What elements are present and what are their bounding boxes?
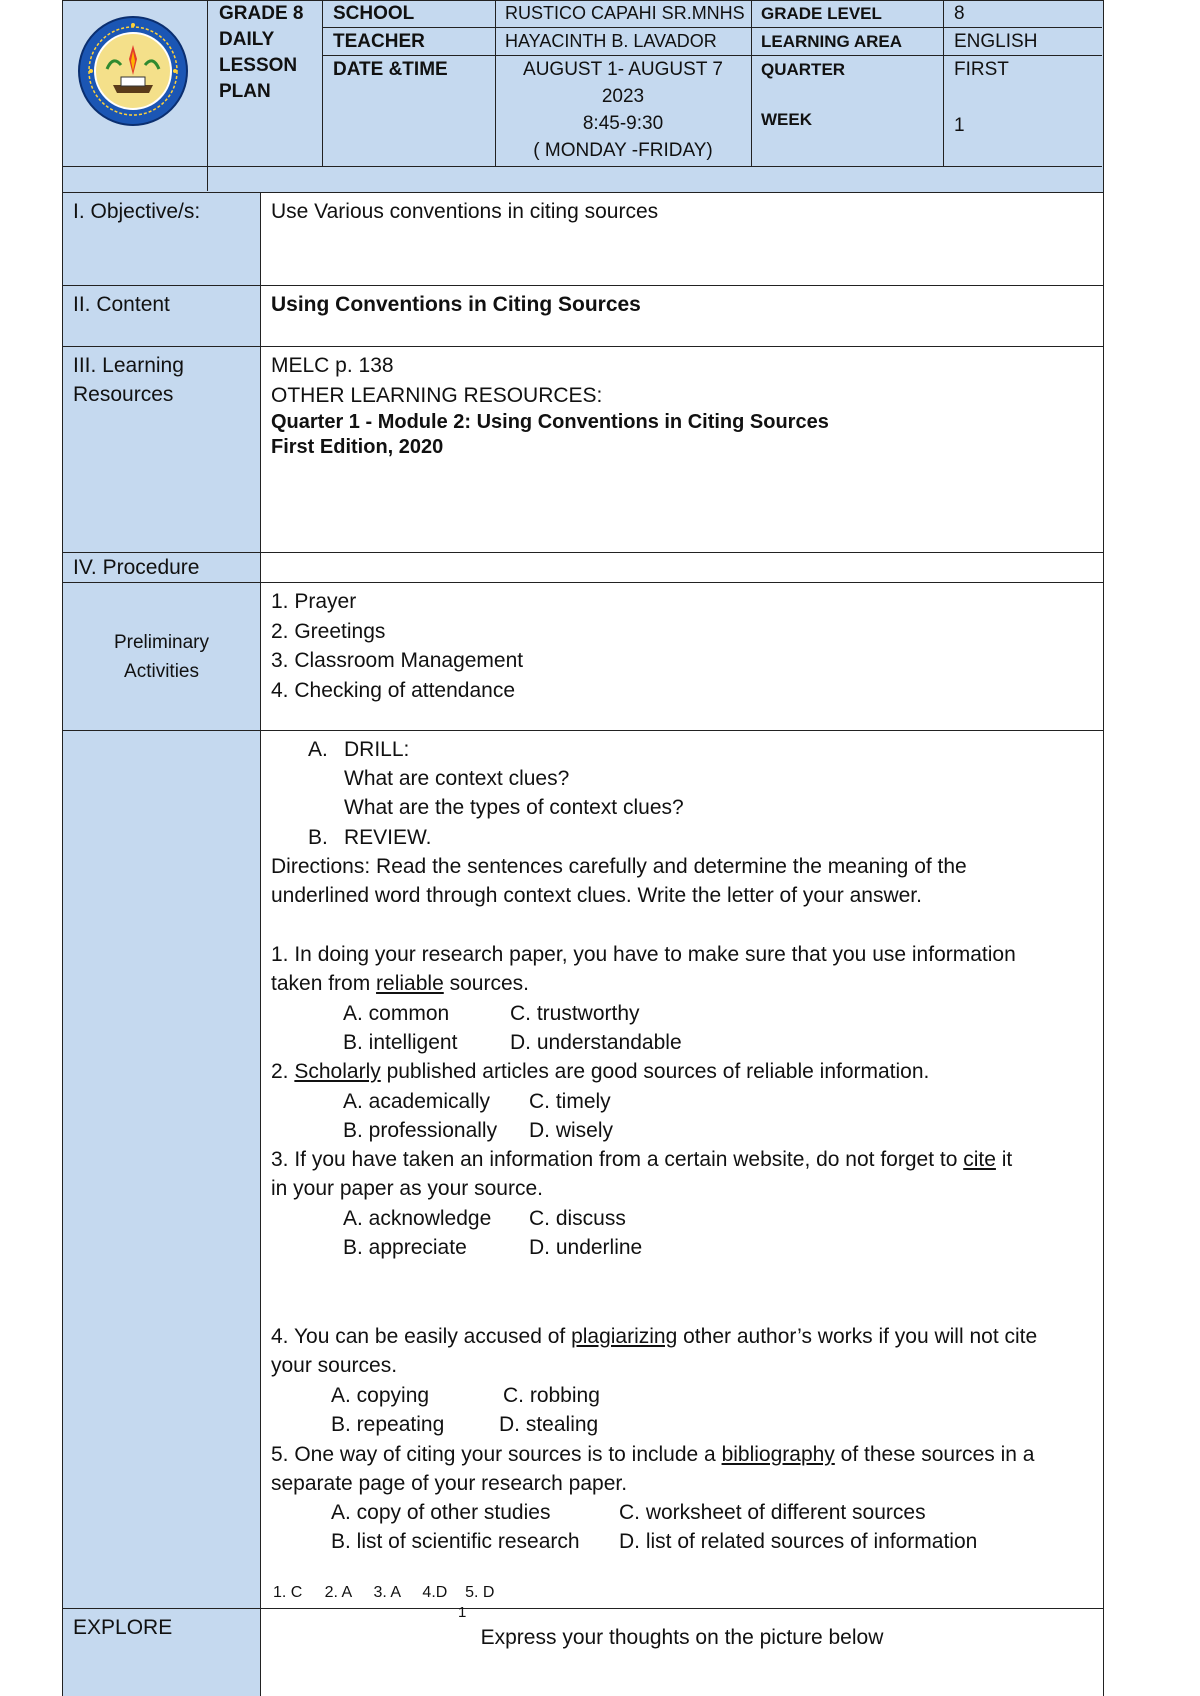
grade-level-label: GRADE LEVEL [761, 4, 882, 23]
choice: B. professionally [343, 1119, 498, 1142]
quarter-label: QUARTER [761, 60, 846, 79]
module-title: Quarter 1 - Module 2: Using Conventions in Citing Sources [271, 411, 829, 433]
list-item: 1. Prayer [271, 590, 357, 613]
drill-review-row [62, 731, 1104, 1609]
header-table [62, 0, 1104, 193]
preliminary-row [62, 583, 1104, 731]
other-resources-heading: OTHER LEARNING RESOURCES: [271, 383, 603, 407]
drill-question: What are context clues? [344, 767, 570, 790]
review-marker: B. [308, 826, 328, 849]
underlined-word: cite [963, 1148, 996, 1171]
question-text: taken from reliable sources. [271, 972, 529, 995]
list-item: 2. Greetings [271, 619, 386, 643]
teacher-value: HAYACINTH B. LAVADOR [505, 31, 717, 51]
choice: A. acknowledge [343, 1207, 492, 1230]
answer-key: 1. C 2. A 3. A 4.D 5. D [273, 1584, 495, 1601]
explore-prompt: Express your thoughts on the picture below [480, 1626, 884, 1649]
question-text: separate page of your research paper. [271, 1472, 628, 1495]
choice: C. trustworthy [510, 1002, 640, 1025]
choice: A. copying [331, 1384, 430, 1407]
choice: D. underline [529, 1236, 643, 1259]
choice: C. discuss [529, 1207, 626, 1230]
learning-area-value: ENGLISH [954, 31, 1038, 52]
choice: B. appreciate [343, 1236, 467, 1259]
explore-label: EXPLORE [63, 1609, 261, 1696]
choice: A. common [343, 1002, 450, 1025]
grade-level-value: 8 [954, 3, 965, 24]
module-edition: First Edition, 2020 [271, 436, 444, 458]
teacher-label: TEACHER [333, 31, 425, 52]
objective-text: Use Various conventions in citing sources [271, 200, 659, 223]
procedure-label: IV. Procedure [63, 553, 261, 582]
choice: D. list of related sources of information [619, 1530, 978, 1553]
directions-text: Directions: Read the sentences carefully and determine the meaning of the [271, 855, 967, 878]
school-label: SCHOOL [333, 3, 415, 24]
question-text: 1. In doing your research paper, you have to make sure that you use information [271, 943, 1016, 966]
week-label: WEEK [761, 110, 812, 129]
question-text: 5. One way of citing your sources is to include a bibliography of these sources in a [271, 1443, 1035, 1466]
review-title: REVIEW. [344, 826, 432, 849]
resources-row [62, 347, 1104, 553]
drill-marker: A. [308, 738, 328, 761]
objective-row [62, 193, 1104, 286]
explore-row [62, 1609, 1104, 1696]
choice: D. understandable [510, 1031, 682, 1054]
choice: B. list of scientific research [331, 1530, 580, 1553]
plan-title: GRADE 8 DAILY LESSON PLAN [219, 3, 304, 102]
content-label: II. Content [63, 286, 261, 346]
question-text: 2. Scholarly published articles are good sources of reliable information. [271, 1060, 930, 1083]
school-value: RUSTICO CAPAHI SR.MNHS [505, 3, 745, 23]
choice: D. stealing [499, 1413, 599, 1436]
underlined-word: bibliography [721, 1443, 835, 1466]
week-value: 1 [954, 115, 965, 136]
quarter-value: FIRST [954, 59, 1009, 80]
choice: B. intelligent [343, 1031, 458, 1054]
objective-label: I. Objective/s: [63, 193, 261, 285]
question-text: 4. You can be easily accused of plagiarizing other author’s works if you will not cite [271, 1325, 1038, 1348]
underlined-word: plagiarizing [571, 1325, 678, 1348]
procedure-row [62, 553, 1104, 583]
learning-area-label: LEARNING AREA [761, 32, 903, 51]
choice: C. timely [529, 1090, 611, 1113]
choice: D. wisely [529, 1119, 614, 1142]
resources-label: III. Learning Resources [63, 347, 261, 552]
directions-text: underlined word through context clues. Write the letter of your answer. [271, 884, 922, 907]
choice: A. academically [343, 1090, 491, 1113]
choice: B. repeating [331, 1413, 445, 1436]
question-text: your sources. [271, 1354, 398, 1377]
datetime-label: DATE &TIME [333, 59, 448, 80]
page-number: 1 [458, 1604, 467, 1621]
choice: A. copy of other studies [331, 1501, 551, 1524]
question-text: in your paper as your source. [271, 1177, 543, 1200]
melc-reference: MELC p. 138 [271, 354, 394, 377]
question-text: 3. If you have taken an information from a certain website, do not forget to cite it [271, 1148, 1013, 1171]
content-title: Using Conventions in Citing Sources [271, 293, 641, 316]
datetime-value: AUGUST 1- AUGUST 7 2023 8:45-9:30 ( MONDAY -FRIDAY) [523, 59, 723, 161]
underlined-word: reliable [376, 972, 444, 995]
drill-title: DRILL: [344, 738, 410, 761]
content-row [62, 286, 1104, 347]
preliminary-label: Preliminary Activities [63, 583, 261, 730]
list-item: 3. Classroom Management [271, 649, 524, 672]
choice: C. worksheet of different sources [619, 1501, 926, 1524]
list-item: 4. Checking of attendance [271, 678, 516, 702]
underlined-word: Scholarly [294, 1060, 381, 1083]
choice: C. robbing [503, 1384, 600, 1407]
school-seal-icon [77, 15, 189, 127]
drill-question: What are the types of context clues? [344, 796, 684, 819]
